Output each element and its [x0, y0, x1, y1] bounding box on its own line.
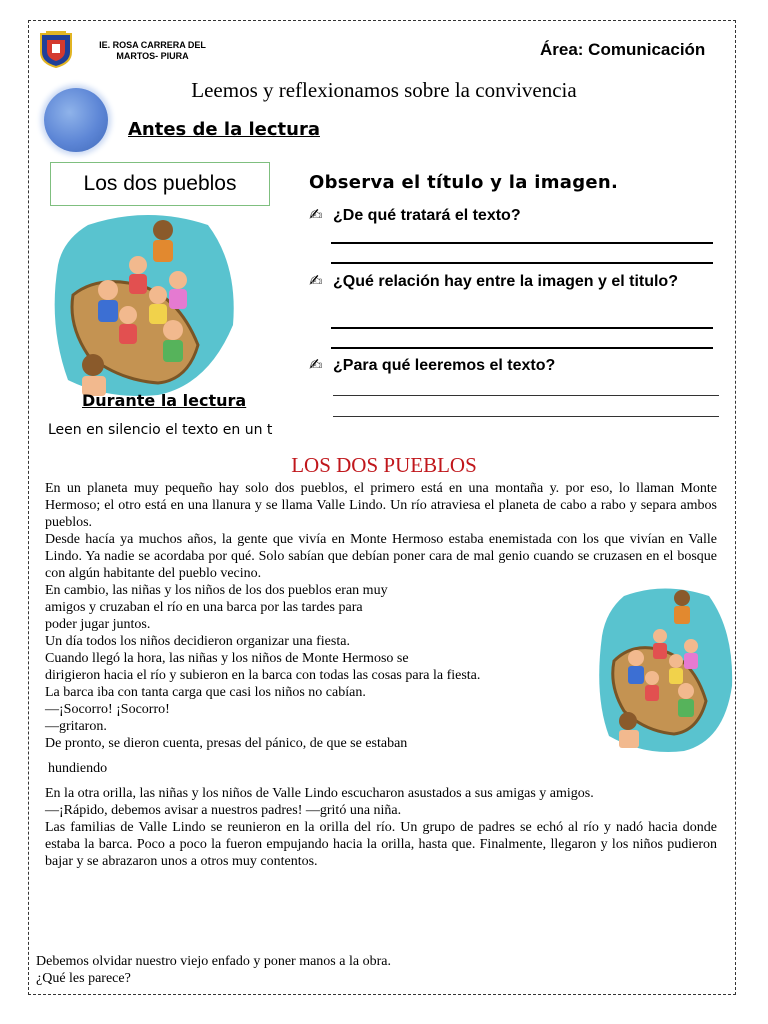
- question-1-text: ¿De qué tratará el texto?: [333, 207, 521, 224]
- decorative-circle: [44, 88, 108, 152]
- story-line: dirigieron hacia el río y subieron en la barca con todas las cosas para la fiesta.: [45, 668, 481, 683]
- question-3-text: ¿Para qué leeremos el texto?: [333, 357, 556, 374]
- answer-line[interactable]: [333, 416, 719, 417]
- answer-line[interactable]: [331, 242, 713, 244]
- writing-hand-icon: ✍: [309, 205, 323, 224]
- story-paragraph: Desde hacía ya muchos años, la gente que vivía en Monte Hermoso estaba enemistada con los que vivían en Valle Lindo. Ya nadie se acordaba por qué. Solo sabían que debían poner cara de mal genio cuando se cruzasen en el bosque con algún habitante del pueblo vecino.: [45, 532, 717, 581]
- story-line: Un día todos los niños decidieron organizar una fiesta.: [45, 634, 350, 649]
- answer-line[interactable]: [331, 262, 713, 264]
- question-2-text: ¿Qué relación hay entre la imagen y el titulo?: [333, 273, 678, 290]
- story-line: —¡Socorro! ¡Socorro!: [45, 702, 170, 717]
- section-before-reading: Antes de la lectura: [128, 119, 320, 140]
- school-name-line2: MARTOS- PIURA: [116, 51, 189, 61]
- story-line: En la otra orilla, las niñas y los niños de Valle Lindo escucharon asustados a sus amigas y amigos.: [45, 786, 594, 801]
- school-crest-icon: [38, 30, 74, 68]
- story-line: De pronto, se dieron cuenta, presas del pánico, de que se estaban: [45, 736, 408, 751]
- writing-hand-icon: ✍: [309, 271, 323, 290]
- story-line: hundiendo: [48, 761, 108, 776]
- story-paragraph: En un planeta muy pequeño hay solo dos pueblos, el primero está en una montaña y. por eso, lo llaman Monte Hermoso; el otro está en una llanura y se llama Valle Lindo. Un río atraviesa el planeta de cabo a rabo y separa ambos pueblos.: [45, 481, 717, 530]
- answer-line[interactable]: [331, 347, 713, 349]
- story-line: amigos y cruzaban el río en una barca por las tardes para: [45, 600, 363, 615]
- school-name: [90, 40, 215, 62]
- story-title: LOS DOS PUEBLOS: [291, 453, 477, 477]
- story-title-box: Los dos pueblos: [50, 162, 270, 206]
- story-line: Cuando llegó la hora, las niñas y los niños de Monte Hermoso se: [45, 651, 409, 666]
- boat-children-illustration: [594, 576, 734, 756]
- question-2: [309, 270, 721, 292]
- closing-question: ¿Qué les parece?: [36, 971, 131, 986]
- observe-heading: Observa el título y la imagen.: [309, 172, 619, 193]
- closing-line: Debemos olvidar nuestro viejo enfado y poner manos a la obra.: [36, 954, 391, 969]
- page-title: Leemos y reflexionamos sobre la convivencia: [191, 78, 577, 102]
- story-line: En cambio, las niñas y los niños de los dos pueblos eran muy: [45, 583, 388, 598]
- section-during-reading: Durante la lectura: [82, 391, 247, 410]
- story-line: poder jugar juntos.: [45, 617, 151, 632]
- reading-instruction: Leen en silencio el texto en un t: [48, 422, 273, 438]
- story-line: —¡Rápido, debemos avisar a nuestros padres! —gritó una niña.: [45, 803, 402, 818]
- story-line: La barca iba con tanta carga que casi los niños no cabían.: [45, 685, 366, 700]
- answer-line[interactable]: [331, 327, 713, 329]
- boat-children-illustration: [48, 205, 238, 400]
- writing-hand-icon: ✍: [309, 355, 323, 374]
- subject-area: Área: Comunicación: [540, 40, 706, 59]
- answer-line[interactable]: [333, 395, 719, 396]
- question-1: [309, 205, 521, 225]
- story-line: —gritaron.: [45, 719, 107, 734]
- story-paragraph: Las familias de Valle Lindo se reunieron en la orilla del río. Un grupo de padres se echó al río y nadó hacia donde estaba la barca. Poco a poco la fueron empujando hacia la orilla, hasta que. Finalmente, llegaron y los niños pudieron bajar y se abrazaron unos a otros muy contentos.: [45, 820, 717, 869]
- school-name-line1: IE. ROSA CARRERA DEL: [99, 40, 206, 50]
- question-3: [309, 355, 555, 375]
